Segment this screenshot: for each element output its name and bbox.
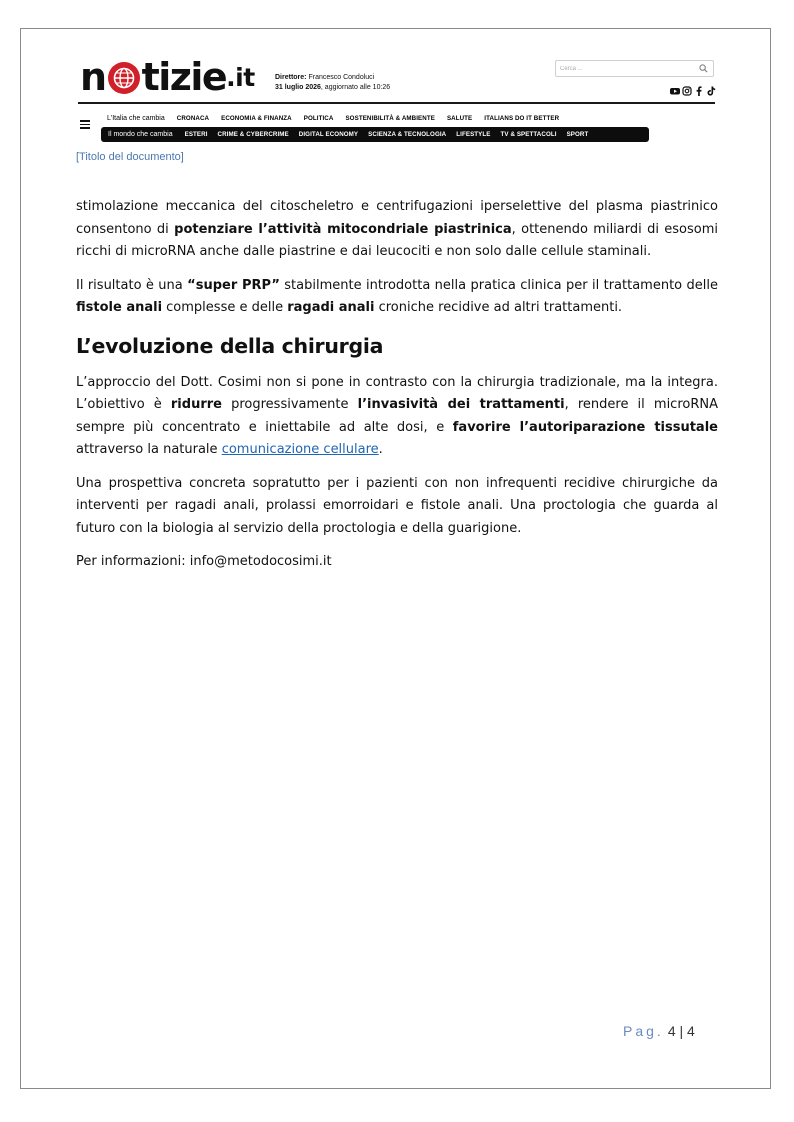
logo-tld: .it xyxy=(226,62,255,92)
tiktok-icon[interactable] xyxy=(706,83,716,93)
page-number xyxy=(623,1023,695,1039)
nav-item-esteri[interactable]: ESTERI xyxy=(184,131,208,138)
instagram-icon[interactable] xyxy=(682,83,692,93)
nav-item-salute[interactable]: SALUTE xyxy=(446,114,473,122)
emphasis-invasivita: l’invasività dei trattamenti xyxy=(357,397,565,412)
emphasis-ragadi-anali: ragadi anali xyxy=(287,300,375,315)
total-pages: 4 xyxy=(687,1023,695,1039)
logo-wordmark: n tizie xyxy=(80,55,227,99)
paragraph-4: Una prospettiva concreta sopratutto per i pazienti con non infrequenti recidive chirurgiche da interventi per ragadi anali, prolassi emorroidari e fistole anali. Una proctologia che guarda al futuro con la biologia al servizio della proctologia e della guarigione. xyxy=(76,475,718,536)
youtube-icon[interactable] xyxy=(670,83,680,93)
emphasis-fistole-anali: fistole anali xyxy=(76,300,163,315)
social-links xyxy=(670,83,716,93)
search-icon[interactable] xyxy=(699,64,708,73)
nav-item-cronaca[interactable]: CRONACA xyxy=(176,114,210,122)
article-body xyxy=(76,196,718,585)
link-comunicazione-cellulare[interactable]: comunicazione cellulare xyxy=(221,442,379,457)
nav-item-italians-do-it-better[interactable]: ITALIANS DO IT BETTER xyxy=(484,114,560,122)
paragraph-1: stimolazione meccanica del citoscheletro e centrifugazioni iperselettive del plasma piastrinico consentono di potenziare l’attività mitocondriale piastrinica, ottenendo miliardi di esosomi ricchi di microRNA anche dalle piastrine e dai leucociti e non solo dalle cellule staminali. xyxy=(76,199,718,259)
nav-secondary-tag: Il mondo che cambia xyxy=(108,131,173,138)
site-logo[interactable] xyxy=(80,54,255,100)
nav-item-crime-cybercrime[interactable]: CRIME & CYBERCRIME xyxy=(217,131,289,138)
facebook-icon[interactable] xyxy=(694,83,704,93)
nav-item-sostenibilita-ambiente[interactable]: SOSTENIBILITÀ & AMBIENTE xyxy=(345,114,435,122)
nav-item-economia-finanza[interactable]: ECONOMIA & FINANZA xyxy=(221,114,292,122)
nav-primary-tag: L'Italia che cambia xyxy=(107,114,165,122)
nav-primary xyxy=(102,112,571,124)
director-label: Direttore: xyxy=(275,74,307,81)
current-page: 4 xyxy=(667,1023,676,1039)
search-input[interactable] xyxy=(556,61,695,76)
nav-item-sport[interactable]: SPORT xyxy=(566,131,589,138)
page-label: Pag. xyxy=(623,1023,664,1039)
director-info xyxy=(275,73,390,93)
globe-logo-icon xyxy=(107,61,141,95)
nav-item-tv-spettacoli[interactable]: TV & SPETTACOLI xyxy=(500,131,557,138)
section-heading: L’evoluzione della chirurgia xyxy=(76,333,384,358)
emphasis-autoriparazione: favorire l’autoriparazione tissutale xyxy=(452,419,718,435)
update-time: , aggiornato alle 10:26 xyxy=(320,84,391,91)
nav-item-lifestyle[interactable]: LIFESTYLE xyxy=(456,131,491,138)
emphasis-mitocondriale: potenziare l’attività mitocondriale piastrinica xyxy=(174,221,512,237)
nav-item-politica[interactable]: POLITICA xyxy=(303,114,334,122)
paragraph-3: L’approccio del Dott. Cosimi non si pone in contrasto con la chirurgia tradizionale, ma la integra. L’obiettivo è ridurre progressivamente l’invasività dei trattamenti, rendere il microRNA sempre più concentrato e iniettabile ad alte dosi, e favorire l’autoriparazione tissutale attraverso la naturale comunicazione cellulare. xyxy=(76,374,718,457)
search-box[interactable] xyxy=(555,60,714,77)
hamburger-menu-icon[interactable] xyxy=(80,120,90,130)
paragraph-2: Il risultato è una “super PRP” stabilmente introdotta nella pratica clinica per il trattamento delle fistole anali complesse e delle ragadi anali croniche recidive ad altri trattamenti. xyxy=(76,277,718,315)
nav-item-digital-economy[interactable]: DIGITAL ECONOMY xyxy=(298,131,359,138)
emphasis-super-prp: “super PRP” xyxy=(187,277,280,293)
page-separator: | xyxy=(679,1023,684,1039)
publish-date: 31 luglio 2026 xyxy=(275,84,321,91)
contact-info: Per informazioni: info@metodocosimi.it xyxy=(76,554,332,569)
emphasis-ridurre: ridurre xyxy=(170,397,222,412)
nav-item-scienza-tecnologia[interactable]: SCIENZA & TECNOLOGIA xyxy=(368,131,447,138)
nav-secondary xyxy=(101,127,649,142)
director-name: Francesco Condoluci xyxy=(308,74,375,81)
header-divider xyxy=(78,102,715,104)
document-title-placeholder: [Titolo del documento] xyxy=(76,151,184,163)
